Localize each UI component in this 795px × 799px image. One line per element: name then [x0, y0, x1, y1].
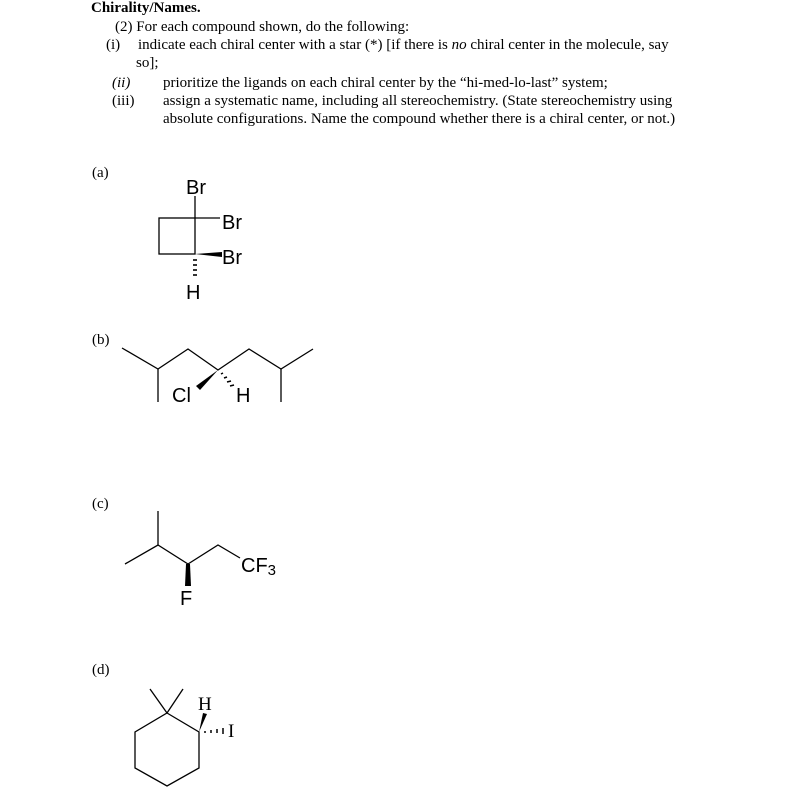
intro-instruction: (2) For each compound shown, do the following:: [115, 19, 410, 35]
atom-br-right-upper: Br: [222, 212, 242, 234]
step-i-emphasis: no: [451, 37, 467, 53]
compound-c-label: (c): [92, 496, 109, 512]
atom-cl: Cl: [172, 385, 191, 407]
compound-a-label: (a): [92, 165, 109, 181]
cf3-subscript: 3: [267, 562, 277, 579]
hash-bond-to-h: [221, 373, 234, 386]
wedge-bond-to-cl: [196, 370, 218, 390]
step-ii-text: prioritize the ligands on each chiral center by the “hi-med-lo-last” system;: [163, 75, 608, 91]
atom-h: H: [236, 385, 251, 407]
cf3-main: CF: [241, 555, 268, 577]
atom-br-top: Br: [186, 177, 206, 199]
atom-br-right-lower: Br: [222, 247, 242, 269]
compound-d-label: (d): [92, 662, 110, 678]
carbon-chain: [122, 348, 313, 370]
bond-methyl-left: [150, 689, 167, 713]
wedge-bond-to-f: [185, 564, 191, 586]
group-cf3: [241, 555, 276, 579]
wedge-bond-to-h: [199, 713, 207, 732]
step-iii-text-line1: assign a systematic name, including all stereochemistry. (State stereochemistry using: [163, 93, 673, 109]
compound-c-structure: [125, 511, 240, 586]
compound-b-label: (b): [92, 332, 110, 348]
step-i-text-a: indicate each chiral center with a star (*) [if there is: [138, 37, 452, 53]
step-ii-number: (ii): [112, 75, 131, 91]
compound-b-structure: [122, 348, 313, 402]
cyclobutane-ring: [159, 218, 195, 254]
atom-i: I: [228, 721, 235, 742]
step-i-number: (i): [106, 37, 121, 53]
wedge-bond-to-br-lower: [195, 252, 222, 257]
step-iii-number: (iii): [112, 93, 135, 109]
cyclohexane-ring: [135, 713, 199, 786]
step-iii-text-line2: absolute configurations. Name the compound whether there is a chiral center, or not.): [163, 111, 676, 127]
atom-h: H: [198, 694, 212, 715]
step-i-text-b: chiral center in the molecule, say: [466, 37, 669, 53]
bond-methyl-right: [167, 689, 183, 713]
compound-a-structure: [159, 196, 222, 275]
step-i-continuation: so];: [136, 55, 159, 71]
hash-bond-to-h: [193, 260, 197, 275]
hash-bond-to-i: [205, 728, 223, 734]
carbon-chain: [125, 545, 240, 564]
atom-h-bottom: H: [186, 282, 201, 304]
atom-f: F: [180, 588, 193, 610]
page-title: Chirality/Names.: [91, 0, 201, 16]
